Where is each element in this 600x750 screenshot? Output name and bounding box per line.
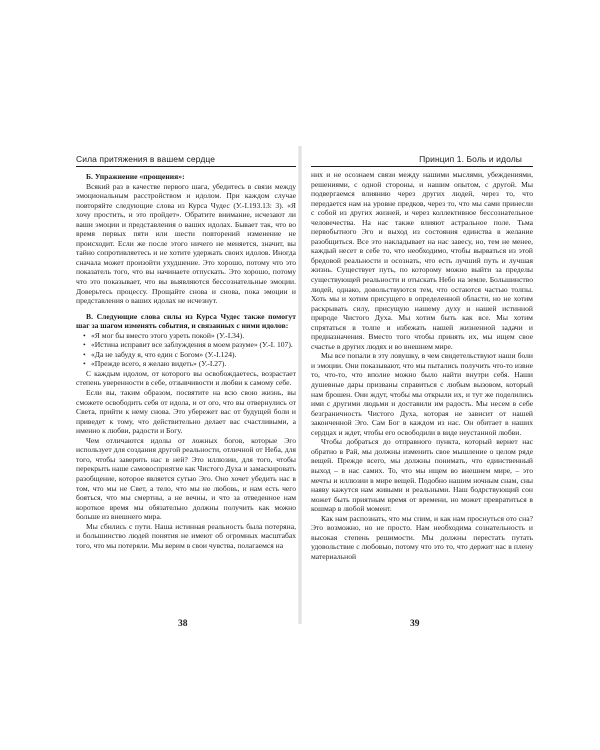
quote-item: • «Я мог бы вместо этого узреть покой» (У.-I.34). (84, 331, 296, 341)
body-paragraph: Мы сбились с пути. Наша истинная реальность была потеряна, и большинство людей понятия не имеют об огромных масштабах того, что мы потеряли. Мы верим в свои чувства, полагаемся на (76, 521, 296, 550)
section-c-heading: В. Следующие слова силы из Курса Чудес также помогут шаг за шагом изменять события, и связанных с ними идолов: (76, 311, 296, 331)
body-paragraph: Чем отличаются идолы от ложных богов, которые Эго использует для создания другой реальности, отличной от Неба, для того, чтобы заверить нас в ней? Это иллюзии, для того, чтобы перекрыть наше самовосприятие как Чистого Духа и замаскировать разобщение, которое является сутью Эго. Оно хочет убедить нас в том, что мы не Свет, а тело, что мы не любовь, и нам есть чего бояться, что мы смертны, а не вечны, и что за отведенное нам короткое время мы обязательно должны получить как можно больше из внешнего мира. (76, 435, 296, 522)
right-header-rule (311, 166, 533, 167)
right-running-head: Принцип 1. Боль и идолы (419, 154, 522, 164)
body-paragraph: С каждым идолом, от которого вы освобождаетесь, возрастает степень уверенности в себе, отзывчивости и любви к самому себе. (76, 368, 296, 388)
left-running-head: Сила притяжения в вашем сердце (76, 154, 216, 164)
quotes-list (76, 331, 296, 369)
left-page-text (76, 172, 296, 550)
right-page-text (311, 170, 533, 561)
book-gutter (298, 146, 302, 624)
quote-item: • «Истина исправит все заблуждения в моем разуме» (У.-I. 107). (84, 340, 296, 350)
body-paragraph: Чтобы добраться до отправного пункта, который вернет нас обратно в Рай, мы должны изменить свое мышление о целом ряде вещей. Прежде всего, мы должны понимать, что единственный выход – в нас самих. То, что мы ищем во внешнем мире, – это мечты и иллюзии в мире вещей. Подобно нашим ночным снам, сны наяву кажутся нам живыми и реальными. Наш бодрствующий сон может быть приятным время от времени, но может превратиться в кошмар в любой момент. (311, 437, 533, 514)
body-paragraph: Если вы, таким образом, посвятите на всю свою жизнь, вы сможете освободить себя от идола, и от ого, что вы отвернулись от Света, прийти к нему снова. Это убережет вас от будущей боли и приведет к тому, что действительно делает вас счастливыми, а именно к любви, радости и Богу. (76, 388, 296, 436)
left-page-number: 38 (178, 619, 188, 629)
body-paragraph: Как нам распознать, что мы спим, и как нам проснуться ото сна? Это возможно, но не просто. Нам необходима сознательность и высокая степень решимости. Мы должны перестать путать удовольствие с любовью, потому что это то, что держит нас в плену материальной (311, 513, 533, 561)
right-page-number: 39 (410, 619, 420, 629)
quote-item: • «Да не забуду я, что един с Богом» (У.-I.124). (84, 350, 296, 360)
body-paragraph: Мы все попали в эту ловушку, в чем свидетельствуют наши боли и эмоции. Они показывают, что мы пытались получить что-то извне то, что-то, что вполне можно было найти внутри себя. Наши душевные дары призваны справиться с любым вызовом, который нам брошен. Они ждут, чтобы мы открыли их, и тут же поделились ими с другими людьми и доставили им радость. Мы несем в себе безграничность Чистого Духа, которая не зависит от нашей законченной Эго. Сам Бог в каждом из нас. Он обитает в наших сердцах и ждет, чтобы его освободили в виде неустанной любви. (311, 351, 533, 437)
section-b-heading: Б. Упражнение «прощения»: (86, 172, 185, 181)
quote-item: • «Прежде всего, я желаю видеть» (У.-I.27). (84, 359, 296, 369)
body-paragraph: них и не осознаем связи между нашими мыслями, убеждениями, решениями, с одной стороны, и нашим опытом, с другой. Мы подвергаемся влиянию через других людей, через то, что передается нам на уровне предков, через то, что мы сами принесли с собой из других жизней, и через коллективное бессознательное человечества. На нас также влияют астральное поле. Тьма первобытного Эго и выход из состояния единства в желание разобщиться. Все это накладывает на нас завесу, но, тем не менее, каждый несет в себе то, что необходимо, чтобы вырваться из этой бредовой реальности и осознать, что есть лучший путь и лучшая жизнь. Существует путь, по которому можно выйти за пределы существующей реальности и отыскать Небо на земле. Большинство людей, однако, довольствуются тем, что остаются частью толпы. Хоть мы и хотим присущего в определенной области, но не хотим раскрывать силу, присущую нашему духу и нашей истинной природе Чистого Духа. Мы хотим быть как все. Мы хотим спрятаться в толпе и избежать нашей жизненной задачи и предназначения. Вместо того чтобы принять их, мы ищем свое счастье в других людях и во внешнем мире. (311, 170, 533, 351)
left-header-rule (76, 166, 296, 167)
section-b-paragraph: Всякий раз в качестве первого шага, убедитесь в связи между эмоциональным расстройством и идолом. При каждом случае повторяйте следующие слова из Курса Чудес (У.-I.193.13: 3). «Я хочу простить, и это пройдет». Обратите внимание, исчезают ли ваши эмоции и представления о ваших идолах. Бывает так, что во время первых пяти или шести повторений изменение не происходит. Если же после этого ничего не меняется, значит, вы тайно сопротивляетесь и не хотите удержать своих идолов. Иногда сначала может произойти ухудшение. Это хорошо, потому что это показатель того, что вы начинаете отпускать. Это хорошо, потому что это показывает, что вы выявляются бессознательные эмоции. Доверьтесь процессу. Прощайте снова и снова, пока эмоции и представления о ваших идолах не исчезнут. (76, 181, 296, 306)
